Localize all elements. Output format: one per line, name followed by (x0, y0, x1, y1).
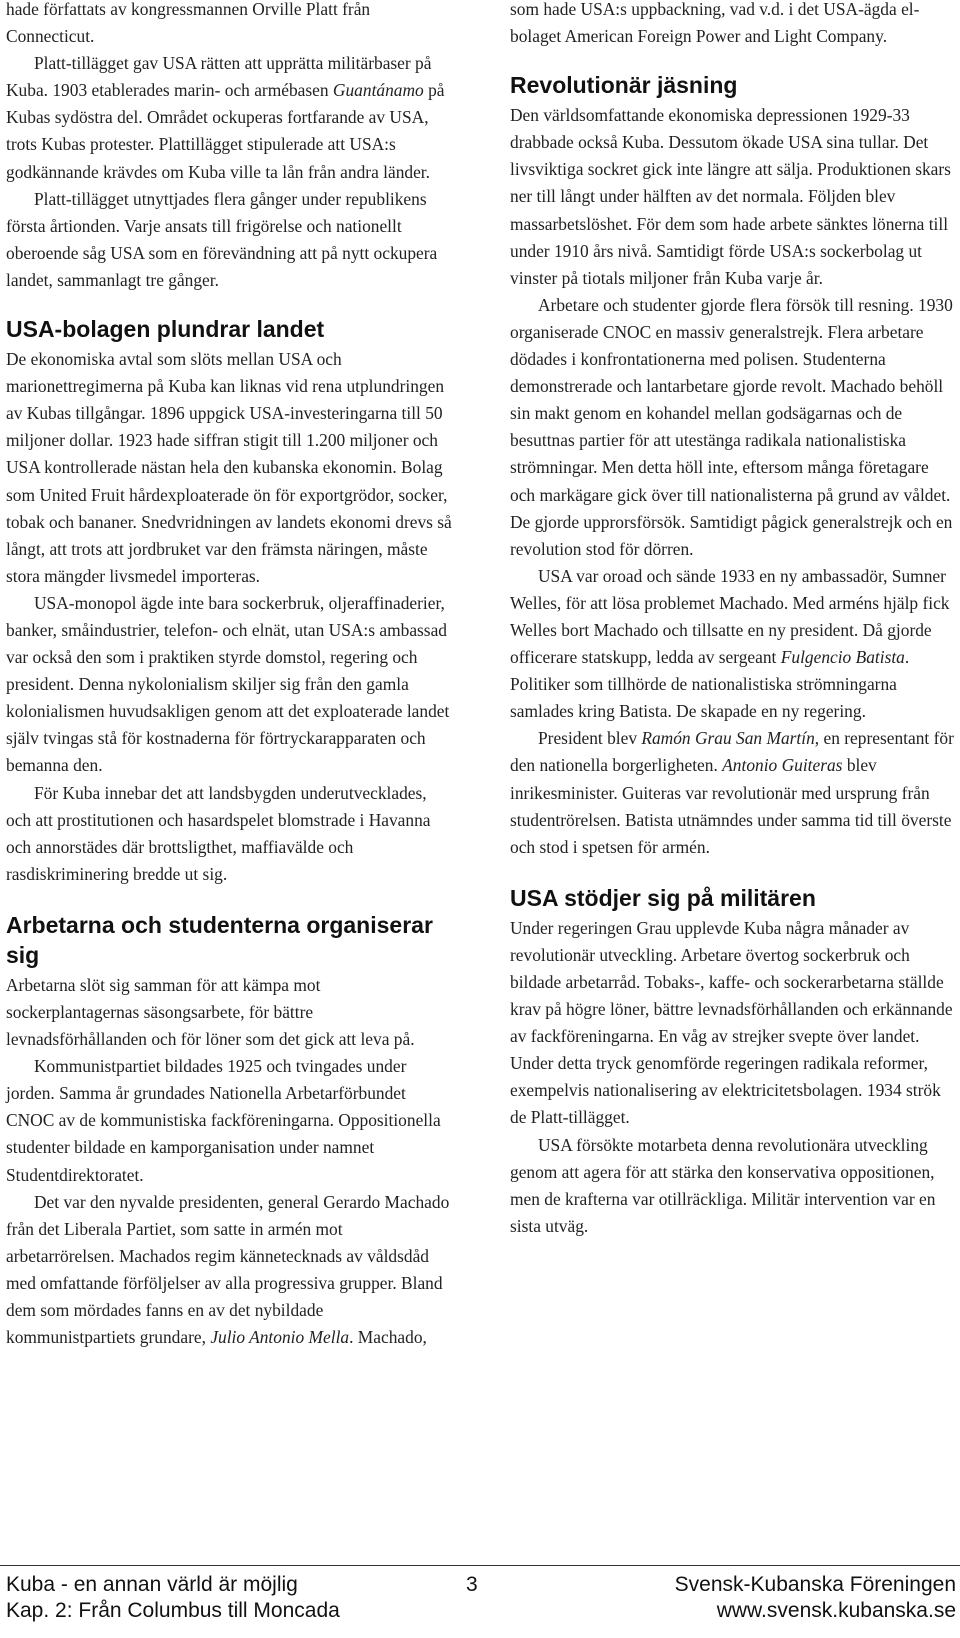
body-paragraph: som hade USA:s uppbackning, vad v.d. i det USA-ägda el-bolaget American Foreign Power and Light Company. (510, 0, 920, 47)
body-paragraph: Den världsomfattande ekonomiska depressionen 1929-33 drabbade också Kuba. Dessutom ökade USA sina tullar. Det livsviktiga sockret gick inte längre att sälja. Produktionen skars ner till långt under hälften av det normala. Följden blev massarbetslöshet. För dem som hade arbete sänktes lönerna till under 1910 års nivå. Samtidigt förde USA:s sockerbolag ut vinster på tiotals miljoner från Kuba varje år. (510, 105, 951, 288)
body-paragraph: De ekonomiska avtal som slöts mellan USA och marionettregimerna på Kuba kan liknas vid rena utplundringen av Kubas tillgångar. 1896 uppgick USA-investeringarna till 50 miljoner dollar. 1923 hade siffran stigit till 1.200 miljoner och USA kontrollerade nästan hela den kubanska ekonomin. Bolag som United Fruit hårdexploaterade ön för exportgrödor, socker, tobak och bananer. Snedvridningen av landets ekonomi drevs så långt, att trots att jordbruket var den främsta näringen, måste stora mängder livsmedel importeras. (6, 349, 452, 586)
body-paragraph: Under regeringen Grau upplevde Kuba några månader av revolutionär utveckling. Arbetare övertog sockerbruk och bildade arbetarråd. Tobaks-, kaffe- och sockerarbetarna ställde krav på högre löner, bättre levnadsförhållanden och erkännande av fackföreningarna. En våg av strejker svepte över landet. Under detta tryck genomförde regeringen radikala reformer, exempelvis nationalisering av elektricitetsbolagen. 1934 strök de Platt-tillägget. (510, 917, 953, 1128)
body-paragraph: USA försökte motarbeta denna revolutionära utveckling genom att agera för att stärka den konservativa oppositionen, men de krafterna var otillräckliga. Militär intervention var en sista utväg. (510, 1134, 936, 1236)
body-paragraph: USA-monopol ägde inte bara sockerbruk, oljeraffinaderier, banker, småindustrier, telefon- och elnät, utan USA:s ambassad var också den som i praktiken styrde domstol, regering och president. Denna nykolonialism skiljer sig från den gamla kolonialismen huvudsakligen genom att det exploaterade landet själv tvingas stå för kostnaderna för förtryckarapparaten och bemanna den. (6, 592, 450, 776)
section-heading: USA stödjer sig på militären (510, 884, 816, 911)
body-paragraph: President blev Ramón Grau San Martín, en representant för den nationella borgerligheten. Antonio Guiteras blev inrikesminister. Guiteras var revolutionär med ursprung från studentrörelsen. Batista utnämndes under samma tid till överste och stod i spetsen för armén. (510, 728, 954, 857)
section-heading: Arbetarna och studenterna organiserar sig (6, 911, 433, 968)
right-column (510, 0, 954, 1240)
section-heading: Revolutionär jäsning (510, 72, 738, 99)
page-number: 3 (466, 1573, 478, 1596)
body-paragraph: Arbetarna slöt sig samman för att kämpa mot sockerplantagernas säsongsarbete, för bättre levnadsförhållanden och för löner som det gick att leva på. (6, 974, 415, 1050)
footer-chapter-title: Kap. 2: Från Columbus till Moncada (6, 1599, 340, 1622)
body-paragraph: Det var den nyvalde presidenten, general Gerardo Machado från det Liberala Partiet, som satte in armén mot arbetarrörelsen. Machados regim kännetecknads av våldsdåd med omfattande förföljelser av alla progressiva grupper. Bland dem som mördades fanns en av det nybildade kommunistpartiets grundare, Julio Antonio Mella. Machado, (6, 1191, 450, 1348)
body-paragraph: Platt-tillägget utnyttjades flera gånger under republikens första årtionden. Varje ansats till frigörelse och nationellt oberoende såg USA som en förevändning att på nytt ockupera landet, sammanlagt tre gånger. (6, 188, 438, 290)
section-heading: USA-bolagen plundrar landet (6, 316, 325, 343)
body-paragraph: Platt-tillägget gav USA rätten att upprätta militärbaser på Kuba. 1903 etablerades marin- och armébasen Guantánamo på Kubas sydöstra del. Området ockuperas fortfarande av USA, trots Kubas protester. Plattillägget stipulerade att USA:s godkännande krävdes om Kuba ville ta lån från andra länder. (6, 53, 445, 182)
footer-book-title: Kuba - en annan värld är möjlig (6, 1573, 298, 1596)
footer-website: www.svensk.kubanska.se (716, 1599, 956, 1622)
left-column (6, 0, 454, 1351)
body-paragraph: Arbetare och studenter gjorde flera försök till resning. 1930 organiserade CNOC en massiv generalstrejk. Flera arbetare dödades i konfrontationerna med polisen. Studenterna demonstrerade och lantarbetare gjorde revolt. Machado behöll sin makt genom en kohandel mellan godsägarnas och de besuttnas partier för att utestänga radikala nationalistiska strömningar. Men detta höll inte, eftersom många företagare och markägare gick över till nationalisterna på grund av våldet. De gjorde upprorsförsök. Samtidigt pågick generalstrejk och en revolution stod för dörren. (510, 294, 953, 559)
footer-organization: Svensk-Kubanska Föreningen (674, 1573, 956, 1596)
body-paragraph: För Kuba innebar det att landsbygden underutvecklades, och att prostitutionen och hasardspelet blomstrade i Havanna och annorstädes där brottsligthet, maffiavälde och rasdiskriminering bredde ut sig. (6, 782, 431, 884)
body-paragraph: hade författats av kongressmannen Orville Platt från Connecticut. (6, 0, 371, 47)
footer-divider (0, 1565, 960, 1566)
body-paragraph: Kommunistpartiet bildades 1925 och tvingades under jorden. Samma år grundades Nationella Arbetarförbundet CNOC av de kommunistiska fackföreningarna. Oppositionella studenter bildade en kamporganisation under namnet Studentdirektoratet. (6, 1056, 441, 1185)
body-paragraph: USA var oroad och sände 1933 en ny ambassadör, Sumner Welles, för att lösa problemet Machado. Med arméns hjälp fick Welles bort Machado och tillsatte en ny president. Då gjorde officerare statskupp, ledda av sergeant Fulgencio Batista. Politiker som tillhörde de nationalistiska strömningarna samlades kring Batista. De skapade en ny regering. (510, 565, 950, 722)
